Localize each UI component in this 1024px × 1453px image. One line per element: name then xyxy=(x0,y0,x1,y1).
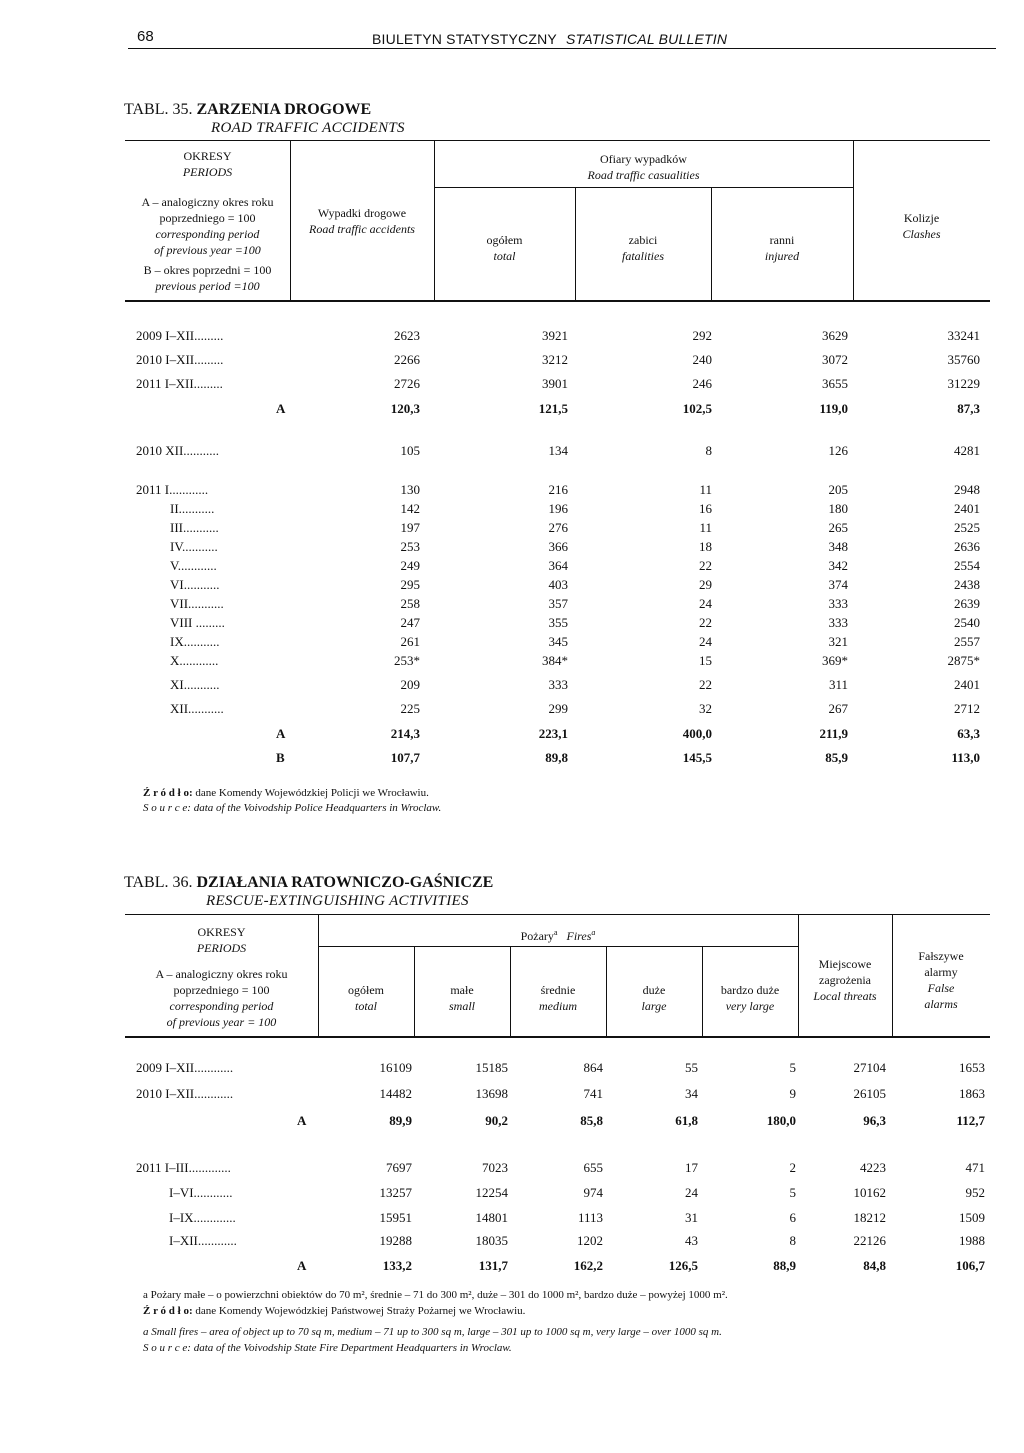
t36-source-en-text: data of the Voivodship State Fire Department Headquarters in Wroclaw. xyxy=(193,1342,512,1354)
table35-header-bottom-rule xyxy=(125,300,990,302)
table-cell: 369* xyxy=(822,653,848,668)
table-cell: 403 xyxy=(548,577,568,592)
row-label: A xyxy=(276,401,286,416)
table-cell: 2875* xyxy=(947,653,980,668)
table-cell: 105 xyxy=(400,443,420,458)
t35-a-pl-2: poprzedniego = 100 xyxy=(159,211,256,225)
table-cell: 2438 xyxy=(954,577,980,592)
row-label: XI........... xyxy=(170,677,220,692)
row-label: B xyxy=(276,750,285,765)
t35-a-en-1: corresponding period xyxy=(155,227,260,241)
table-cell: 196 xyxy=(548,501,568,516)
table-cell: 1653 xyxy=(959,1060,985,1075)
table-cell: 253 xyxy=(400,539,420,554)
t36-head-small xyxy=(414,982,510,1014)
table-cell: 7697 xyxy=(386,1160,412,1175)
t35-victims-en: Road traffic casualities xyxy=(587,168,700,182)
row-label: IV........... xyxy=(170,539,218,554)
bulletin-title-pl: BIULETYN STATYSTYCZNY xyxy=(372,31,557,47)
table-cell: 22126 xyxy=(853,1233,886,1248)
bulletin-title-en: STATISTICAL BULLETIN xyxy=(566,31,728,47)
table-cell: 2540 xyxy=(954,615,980,630)
row-label: 2010 XII........... xyxy=(136,443,220,458)
t36-head-false xyxy=(892,948,990,1012)
row-label: IX........... xyxy=(170,634,220,649)
table-cell: 299 xyxy=(548,701,568,716)
table36-heading xyxy=(124,874,493,892)
row-label: II........... xyxy=(170,501,215,516)
row-label: VII........... xyxy=(170,596,224,611)
t35-head-accidents xyxy=(290,205,434,237)
table-cell: 3629 xyxy=(822,328,848,343)
t35-accidents-en: Road traffic accidents xyxy=(309,222,415,236)
table-cell: 2726 xyxy=(394,376,420,391)
table-cell: 13257 xyxy=(379,1185,412,1200)
t35-head-a xyxy=(125,194,290,258)
t35-source-en-text: data of the Voivodship Police Headquarters in Wroclaw. xyxy=(193,802,442,814)
t35-accidents-pl: Wypadki drogowe xyxy=(317,206,407,220)
table-cell: 84,8 xyxy=(863,1258,886,1273)
row-label: V............ xyxy=(170,558,217,573)
t36-source-en-label: S o u r c e: xyxy=(143,1342,191,1354)
table-cell: 1113 xyxy=(577,1210,603,1225)
row-label: III........... xyxy=(170,520,219,535)
table-cell: 96,3 xyxy=(863,1113,886,1128)
table35-subtitle: ROAD TRAFFIC ACCIDENTS xyxy=(211,120,405,136)
table-cell: 26105 xyxy=(853,1086,886,1101)
t36-head-periods xyxy=(125,924,318,956)
table-cell: 142 xyxy=(400,501,420,516)
table-cell: 113,0 xyxy=(951,750,980,765)
table-cell: 120,3 xyxy=(390,401,420,416)
table-cell: 34 xyxy=(685,1086,698,1101)
table-cell: 22 xyxy=(699,558,712,573)
row-label: 2009 I–XII......... xyxy=(136,328,224,343)
table-cell: 2401 xyxy=(954,677,980,692)
header-rule xyxy=(128,48,996,49)
table-cell: 3212 xyxy=(542,352,568,367)
t35-total-pl: ogółem xyxy=(486,233,523,247)
t36-source-pl xyxy=(143,1305,525,1317)
t36-local-pl-1: Miejscowe xyxy=(818,957,872,971)
table-cell: 216 xyxy=(548,482,568,497)
table-cell: 12254 xyxy=(475,1185,508,1200)
table36-top-rule xyxy=(125,914,990,915)
table-cell: 295 xyxy=(400,577,420,592)
t35-head-victims xyxy=(434,151,853,183)
table-cell: 384* xyxy=(542,653,568,668)
table-cell: 655 xyxy=(583,1160,603,1175)
row-label: VI........... xyxy=(170,577,220,592)
table-cell: 864 xyxy=(583,1060,603,1075)
table-cell: 2639 xyxy=(954,596,980,611)
table-cell: 197 xyxy=(400,520,420,535)
table-cell: 3901 xyxy=(542,376,568,391)
t36-a-en-2: of previous year = 100 xyxy=(166,1015,277,1029)
t35-head-injured xyxy=(711,232,853,264)
t36-source-pl-label: Ź r ó d ł o: xyxy=(143,1305,193,1317)
table-cell: 133,2 xyxy=(382,1258,412,1273)
table-cell: 6 xyxy=(789,1210,796,1225)
table-cell: 16 xyxy=(699,501,712,516)
row-label: A xyxy=(297,1258,307,1273)
table-cell: 162,2 xyxy=(573,1258,603,1273)
table-cell: 106,7 xyxy=(955,1258,985,1273)
table-cell: 24 xyxy=(699,596,712,611)
table-cell: 27104 xyxy=(853,1060,886,1075)
t35-source-en xyxy=(143,802,441,814)
table-cell: 14482 xyxy=(379,1086,412,1101)
table-cell: 400,0 xyxy=(682,726,712,741)
t36-false-en-2: alarms xyxy=(924,997,958,1011)
t35-source-pl xyxy=(143,787,429,799)
table-cell: 119,0 xyxy=(819,401,848,416)
table-cell: 1988 xyxy=(959,1233,985,1248)
t36-total-pl: ogółem xyxy=(348,983,384,997)
t36-total-en: total xyxy=(354,999,377,1013)
table-cell: 61,8 xyxy=(675,1113,698,1128)
table-cell: 265 xyxy=(828,520,848,535)
t36-medium-pl: średnie xyxy=(540,983,576,997)
t36-fires-pl: Pożary xyxy=(520,929,554,943)
table-cell: 16109 xyxy=(379,1060,412,1075)
table35-top-rule xyxy=(125,140,990,141)
table-cell: 11 xyxy=(699,482,712,497)
table-cell: 249 xyxy=(400,558,420,573)
t36-small-pl: małe xyxy=(450,983,474,997)
table-cell: 32 xyxy=(699,701,712,716)
row-label: A xyxy=(297,1113,307,1128)
table-cell: 145,5 xyxy=(682,750,712,765)
table-cell: 261 xyxy=(400,634,420,649)
table-cell: 741 xyxy=(583,1086,603,1101)
table-cell: 134 xyxy=(548,443,568,458)
row-label: 2010 I–XII......... xyxy=(136,352,224,367)
table-cell: 35760 xyxy=(947,352,980,367)
table-cell: 974 xyxy=(583,1185,603,1200)
table-cell: 3072 xyxy=(822,352,848,367)
table-cell: 15951 xyxy=(379,1210,412,1225)
table-cell: 333 xyxy=(828,615,848,630)
t35-source-en-label: S o u r c e: xyxy=(143,802,191,814)
t36-vlarge-en: very large xyxy=(725,999,775,1013)
t36-local-pl-2: zagrożenia xyxy=(819,973,871,987)
table36-fires-rule xyxy=(318,946,798,947)
t36-a-en-1: corresponding period xyxy=(169,999,274,1013)
table-cell: 2401 xyxy=(954,501,980,516)
table-cell: 253* xyxy=(394,653,420,668)
table-cell: 5 xyxy=(789,1060,796,1075)
row-label: VIII ......... xyxy=(170,615,225,630)
table-cell: 3921 xyxy=(542,328,568,343)
table-cell: 24 xyxy=(699,634,712,649)
t35-killed-pl: zabici xyxy=(628,233,658,247)
t35-injured-en: injured xyxy=(764,249,800,263)
t35-source-pl-text: dane Komendy Wojewódzkiej Policji we Wrocławiu. xyxy=(195,787,429,799)
t36-medium-en: medium xyxy=(539,999,577,1013)
row-label: XII........... xyxy=(170,701,224,716)
t35-head-killed xyxy=(575,232,711,264)
t35-collisions-pl: Kolizje xyxy=(903,211,940,225)
table-cell: 5 xyxy=(789,1185,796,1200)
row-label: 2010 I–XII............ xyxy=(136,1086,234,1101)
table-cell: 10162 xyxy=(853,1185,886,1200)
t35-injured-pl: ranni xyxy=(769,233,795,247)
t36-source-pl-text: dane Komendy Wojewódzkiej Państwowej Straży Pożarnej we Wrocławiu. xyxy=(195,1305,526,1317)
row-label: A xyxy=(276,726,286,741)
t36-local-en: Local threats xyxy=(813,989,877,1003)
t36-large-en: large xyxy=(641,999,667,1013)
t36-head-vlarge xyxy=(702,982,798,1014)
t36-false-pl-2: alarmy xyxy=(924,965,958,979)
table-cell: 333 xyxy=(828,596,848,611)
t36-head-fires xyxy=(318,925,798,944)
table-cell: 87,3 xyxy=(957,401,980,416)
table-cell: 333 xyxy=(548,677,568,692)
table-cell: 366 xyxy=(548,539,568,554)
t36-source-en xyxy=(143,1342,512,1354)
table-cell: 121,5 xyxy=(538,401,568,416)
table-cell: 240 xyxy=(692,352,712,367)
t36-fires-en: Fires xyxy=(566,929,592,943)
table-cell: 4281 xyxy=(954,443,980,458)
table-cell: 355 xyxy=(548,615,568,630)
t35-head-b xyxy=(125,262,290,294)
table-cell: 214,3 xyxy=(390,726,420,741)
table-cell: 8 xyxy=(789,1233,796,1248)
row-label: 2011 I............ xyxy=(136,482,209,497)
t36-fires-sup-pl: a xyxy=(553,928,558,937)
table-cell: 180,0 xyxy=(766,1113,796,1128)
table-cell: 31229 xyxy=(947,376,980,391)
table-cell: 24 xyxy=(685,1185,698,1200)
table-cell: 345 xyxy=(548,634,568,649)
t35-head-collisions xyxy=(853,210,990,242)
table-cell: 85,8 xyxy=(580,1113,603,1128)
table-cell: 130 xyxy=(400,482,420,497)
table-cell: 9 xyxy=(789,1086,796,1101)
table-cell: 89,8 xyxy=(545,750,568,765)
table-cell: 1509 xyxy=(959,1210,985,1225)
row-label: I–XII............ xyxy=(169,1233,237,1248)
t36-note-a-en: a Small fires – area of object up to 70 sq m, medium – 71 up to 300 sq m, large – 301 up to 1000 sq m, very large – over 1000 sq m. xyxy=(143,1326,722,1338)
t36-fires-sup-en: a xyxy=(591,928,596,937)
table-cell: 17 xyxy=(685,1160,698,1175)
row-label: 2009 I–XII............ xyxy=(136,1060,234,1075)
table-cell: 2623 xyxy=(394,328,420,343)
t35-b-pl: B – okres poprzedni = 100 xyxy=(143,263,272,277)
table-cell: 292 xyxy=(692,328,712,343)
table-cell: 321 xyxy=(828,634,848,649)
table-cell: 89,9 xyxy=(389,1113,412,1128)
t36-a-pl-2: poprzedniego = 100 xyxy=(173,983,270,997)
table-cell: 19288 xyxy=(379,1233,412,1248)
table-cell: 2557 xyxy=(954,634,980,649)
t35-a-en-2: of previous year =100 xyxy=(154,243,261,257)
table-cell: 267 xyxy=(828,701,848,716)
row-label: 2011 I–III............. xyxy=(136,1160,231,1175)
table-cell: 2554 xyxy=(954,558,980,573)
t35-collisions-en: Clashes xyxy=(902,227,941,241)
table-cell: 8 xyxy=(705,443,712,458)
table35-heading xyxy=(124,101,371,119)
table36-header-bottom-rule xyxy=(125,1036,990,1038)
table-cell: 13698 xyxy=(475,1086,508,1101)
t36-false-pl-1: Fałszywe xyxy=(918,949,964,963)
t36-head-medium xyxy=(510,982,606,1014)
table-cell: 63,3 xyxy=(957,726,980,741)
table35-number: TABL. 35. xyxy=(124,101,193,118)
t36-a-pl-1: A – analogiczny okres roku xyxy=(155,967,288,981)
table-cell: 2712 xyxy=(954,701,980,716)
table-cell: 22 xyxy=(699,615,712,630)
table-cell: 107,7 xyxy=(390,750,420,765)
table-cell: 29 xyxy=(699,577,712,592)
t35-source-pl-label: Ź r ó d ł o: xyxy=(143,787,193,799)
t36-periods-pl: OKRESY xyxy=(197,925,246,939)
table35-title: ZARZENIA DROGOWE xyxy=(196,101,372,118)
table-cell: 55 xyxy=(685,1060,698,1075)
t35-total-en: total xyxy=(493,249,516,263)
table-cell: 374 xyxy=(828,577,848,592)
table-cell: 258 xyxy=(400,596,420,611)
table-cell: 348 xyxy=(828,539,848,554)
t36-periods-en: PERIODS xyxy=(196,941,247,955)
t35-killed-en: fatalities xyxy=(622,249,664,263)
row-label: X............ xyxy=(170,653,219,668)
row-label: I–VI............ xyxy=(169,1185,233,1200)
table-cell: 126 xyxy=(828,443,848,458)
table-cell: 131,7 xyxy=(478,1258,508,1273)
table-cell: 2636 xyxy=(954,539,980,554)
table-cell: 43 xyxy=(685,1233,698,1248)
table-cell: 357 xyxy=(548,596,568,611)
table-cell: 18035 xyxy=(475,1233,508,1248)
row-label: I–IX............. xyxy=(169,1210,236,1225)
t36-note-a-pl: a Pożary małe – o powierzchni obiektów do 70 m², średnie – 71 do 300 m², duże – 301 do 1000 m², bardzo duże – powyżej 1000 m². xyxy=(143,1289,728,1301)
table-cell: 364 xyxy=(548,558,568,573)
t36-small-en: small xyxy=(448,999,475,1013)
table-cell: 18212 xyxy=(853,1210,886,1225)
table36-subtitle: RESCUE-EXTINGUISHING ACTIVITIES xyxy=(206,893,469,909)
page-number: 68 xyxy=(137,28,154,45)
t35-periods-en: PERIODS xyxy=(182,165,233,179)
table-cell: 211,9 xyxy=(819,726,848,741)
table36-title: DZIAŁANIA RATOWNICZO-GAŚNICZE xyxy=(196,874,494,891)
table-cell: 471 xyxy=(965,1160,985,1175)
table-cell: 22 xyxy=(699,677,712,692)
table-cell: 1863 xyxy=(959,1086,985,1101)
t36-head-local xyxy=(798,956,892,1004)
table-cell: 952 xyxy=(965,1185,985,1200)
t36-head-large xyxy=(606,982,702,1014)
table-cell: 31 xyxy=(685,1210,698,1225)
t35-head-total xyxy=(434,232,575,264)
table-cell: 7023 xyxy=(482,1160,508,1175)
table-cell: 276 xyxy=(548,520,568,535)
table-cell: 4223 xyxy=(860,1160,886,1175)
table-cell: 180 xyxy=(828,501,848,516)
row-label: 2011 I–XII......... xyxy=(136,376,223,391)
table-cell: 126,5 xyxy=(668,1258,698,1273)
t35-a-pl-1: A – analogiczny okres roku xyxy=(141,195,274,209)
table-cell: 11 xyxy=(699,520,712,535)
t35-victims-pl: Ofiary wypadków xyxy=(600,152,687,166)
table-cell: 102,5 xyxy=(682,401,712,416)
t36-large-pl: duże xyxy=(642,983,666,997)
table-cell: 3655 xyxy=(822,376,848,391)
table-cell: 88,9 xyxy=(773,1258,796,1273)
table-cell: 225 xyxy=(400,701,420,716)
t36-false-en-1: False xyxy=(927,981,955,995)
table-cell: 18 xyxy=(699,539,712,554)
table-cell: 14801 xyxy=(475,1210,508,1225)
table-cell: 85,9 xyxy=(825,750,848,765)
table36-number: TABL. 36. xyxy=(124,874,193,891)
table-cell: 246 xyxy=(692,376,712,391)
table-cell: 223,1 xyxy=(538,726,568,741)
table35-victims-rule xyxy=(434,187,853,188)
table-cell: 1202 xyxy=(577,1233,603,1248)
t36-head-a xyxy=(125,966,318,1030)
t35-head-periods xyxy=(125,148,290,180)
table-cell: 15185 xyxy=(475,1060,508,1075)
table-cell: 2 xyxy=(789,1160,796,1175)
t35-periods-pl: OKRESY xyxy=(183,149,232,163)
table-cell: 2266 xyxy=(394,352,420,367)
table-cell: 247 xyxy=(400,615,420,630)
table-cell: 205 xyxy=(828,482,848,497)
t35-b-en: previous period =100 xyxy=(155,279,260,293)
t36-head-total xyxy=(318,982,414,1014)
table-cell: 342 xyxy=(828,558,848,573)
table-cell: 2948 xyxy=(954,482,980,497)
table-cell: 90,2 xyxy=(485,1113,508,1128)
table-cell: 15 xyxy=(699,653,712,668)
table-cell: 2525 xyxy=(954,520,980,535)
table-cell: 112,7 xyxy=(956,1113,985,1128)
table-cell: 311 xyxy=(828,677,848,692)
table-cell: 33241 xyxy=(947,328,980,343)
t36-vlarge-pl: bardzo duże xyxy=(720,983,780,997)
table-cell: 209 xyxy=(400,677,420,692)
